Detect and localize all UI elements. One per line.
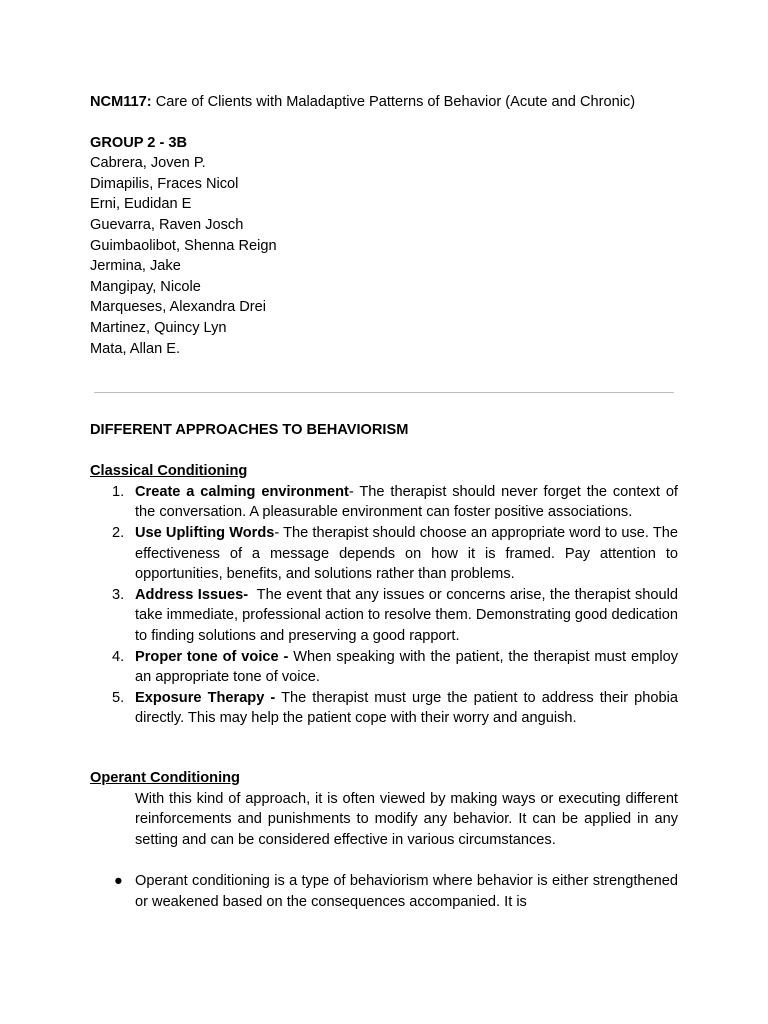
group-title: GROUP 2 - 3B bbox=[90, 134, 188, 151]
bullet-icon: ● bbox=[114, 872, 123, 889]
group-member: Marqueses, Alexandra Drei bbox=[90, 299, 267, 316]
item-text: - The therapist should choose an appropriate word to use. The effectiveness of a message depends on how it is framed. Pay attention to opportunities, benefits, and solutions rather than problems. bbox=[135, 524, 678, 583]
item-term: Create a calming environment bbox=[135, 483, 349, 500]
group-member: Mata, Allan E. bbox=[90, 340, 181, 357]
section-title: DIFFERENT APPROACHES TO BEHAVIORISM bbox=[90, 422, 409, 438]
item-number: 5. bbox=[112, 689, 125, 706]
group-member: Erni, Eudidan E bbox=[90, 196, 192, 213]
document-header bbox=[90, 92, 678, 359]
list-item bbox=[90, 523, 678, 585]
item-text: - The therapist should never forget the context of the conversation. A pleasurable environment can foster positive associations. bbox=[135, 483, 678, 521]
group-member: Guevarra, Raven Josch bbox=[90, 216, 244, 233]
operant-section bbox=[90, 768, 678, 912]
bullet-item bbox=[90, 871, 678, 912]
group-block bbox=[90, 133, 678, 360]
item-text: When speaking with the patient, the therapist must employ an appropriate tone of voice. bbox=[135, 648, 678, 686]
group-member: Jermina, Jake bbox=[90, 258, 181, 275]
list-item bbox=[90, 585, 683, 647]
item-term: Proper tone of voice - bbox=[135, 648, 289, 665]
course-title: Care of Clients with Maladaptive Patterns of Behavior (Acute and Chronic) bbox=[151, 94, 636, 110]
group-member: Martinez, Quincy Lyn bbox=[90, 319, 227, 336]
item-term: Use Uplifting Words bbox=[135, 524, 275, 541]
item-text: The event that any issues or concerns arise, the therapist should take immediate, professional action to resolve them. Demonstrating good dedication to finding solutions and preserving a good rapport. bbox=[135, 586, 683, 644]
horizontal-divider bbox=[94, 392, 674, 393]
item-number: 3. bbox=[112, 586, 125, 603]
list-item bbox=[90, 482, 678, 523]
item-number: 1. bbox=[112, 483, 125, 500]
operant-conditioning-title: Operant Conditioning bbox=[90, 770, 240, 786]
group-member: Dimapilis, Fraces Nicol bbox=[90, 175, 239, 192]
item-text: The therapist must urge the patient to address their phobia directly. This may help the patient cope with their worry and anguish. bbox=[135, 689, 678, 727]
operant-intro-paragraph: With this kind of approach, it is often viewed by making ways or executing different reinforcements and punishments to modify any behavior. It can be applied in any setting and can be considered effective in various circumstances. bbox=[135, 790, 678, 848]
bullet-text: Operant conditioning is a type of behaviorism where behavior is either strengthened or weakened based on the consequences accompanied. It is bbox=[135, 872, 678, 910]
course-line bbox=[90, 92, 678, 113]
classical-conditioning-title: Classical Conditioning bbox=[90, 463, 248, 480]
group-member: Cabrera, Joven P. bbox=[90, 155, 206, 172]
item-term: Exposure Therapy - bbox=[135, 689, 276, 706]
classical-conditioning-list bbox=[90, 482, 683, 729]
item-number: 4. bbox=[112, 648, 125, 665]
list-item bbox=[90, 647, 678, 688]
behaviorism-section bbox=[90, 420, 683, 729]
item-term: Address Issues- bbox=[135, 586, 249, 603]
list-item bbox=[90, 688, 678, 729]
item-number: 2. bbox=[112, 524, 125, 541]
course-code: NCM117: bbox=[90, 94, 152, 110]
operant-bullet-list bbox=[90, 871, 678, 912]
group-member: Mangipay, Nicole bbox=[90, 278, 201, 295]
group-member: Guimbaolibot, Shenna Reign bbox=[90, 237, 277, 254]
